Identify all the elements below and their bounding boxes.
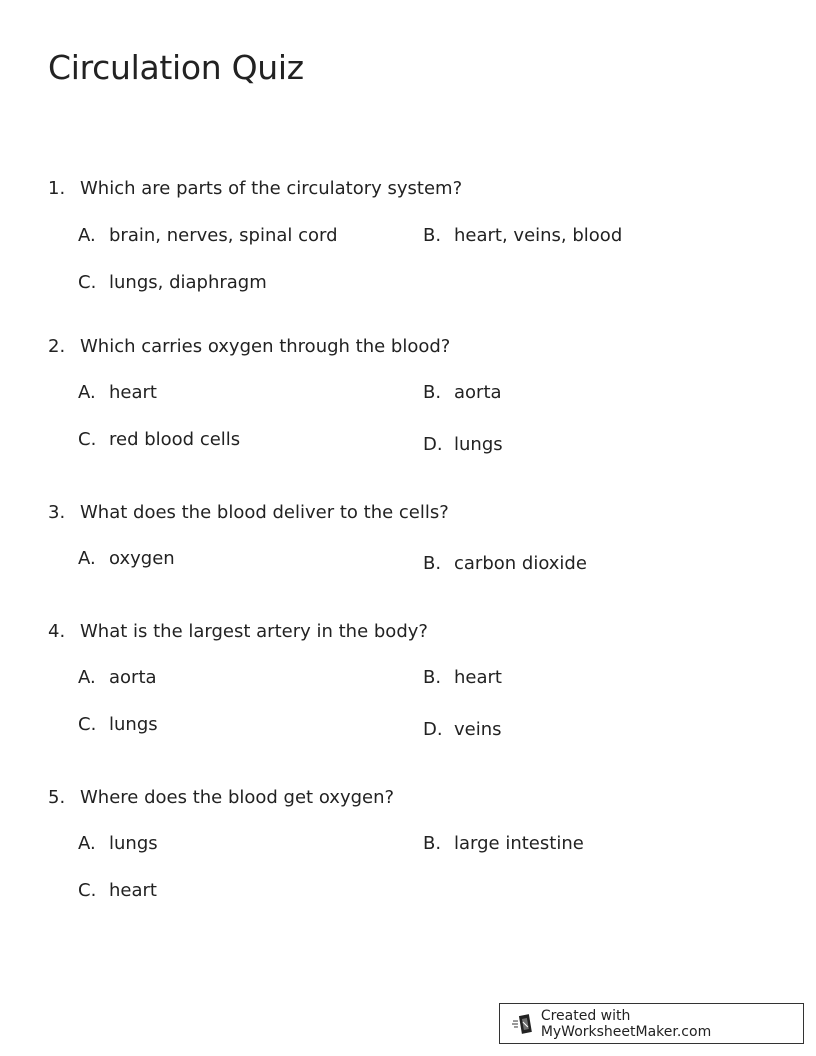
option-text: heart bbox=[109, 382, 157, 403]
question-number: 2. bbox=[48, 336, 66, 357]
question-prompt bbox=[48, 620, 768, 644]
option-letter: D. bbox=[423, 434, 443, 455]
question-prompt bbox=[48, 335, 768, 359]
question-number: 3. bbox=[48, 502, 66, 523]
question-1 bbox=[48, 177, 768, 293]
option-text: heart, veins, blood bbox=[454, 225, 623, 246]
footer-credit-text: Created with MyWorksheetMaker.com bbox=[540, 1007, 712, 1040]
option-letter: C. bbox=[78, 272, 97, 293]
option-text: lungs bbox=[109, 714, 158, 735]
option-letter: C. bbox=[78, 429, 97, 450]
option-letter: A. bbox=[78, 667, 96, 688]
option-letter: C. bbox=[78, 880, 97, 901]
option-text: lungs, diaphragm bbox=[109, 272, 267, 293]
option-text: carbon dioxide bbox=[454, 553, 587, 574]
option-letter: C. bbox=[78, 714, 97, 735]
option-text: brain, nerves, spinal cord bbox=[109, 225, 338, 246]
question-2 bbox=[48, 335, 768, 455]
question-text: What is the largest artery in the body? bbox=[80, 621, 428, 642]
option-letter: A. bbox=[78, 382, 96, 403]
option-text: aorta bbox=[454, 382, 502, 403]
worksheet-logo-icon bbox=[512, 1013, 534, 1035]
option-letter: B. bbox=[423, 382, 442, 403]
option-letter: A. bbox=[78, 225, 96, 246]
option-letter: A. bbox=[78, 548, 96, 569]
question-text: Which are parts of the circulatory system? bbox=[80, 178, 463, 199]
option-letter: D. bbox=[423, 719, 443, 740]
option-letter: B. bbox=[423, 833, 442, 854]
option-text: lungs bbox=[109, 833, 158, 854]
option-text: lungs bbox=[454, 434, 503, 455]
question-text: Which carries oxygen through the blood? bbox=[80, 336, 451, 357]
option-text: heart bbox=[454, 667, 502, 688]
option-letter: B. bbox=[423, 667, 442, 688]
question-text: What does the blood deliver to the cells? bbox=[80, 502, 449, 523]
question-prompt bbox=[48, 177, 768, 201]
option-letter: B. bbox=[423, 553, 442, 574]
question-number: 4. bbox=[48, 621, 66, 642]
option-text: oxygen bbox=[109, 548, 175, 569]
question-number: 5. bbox=[48, 787, 66, 808]
option-letter: B. bbox=[423, 225, 442, 246]
footer-credit-badge[interactable] bbox=[499, 1003, 804, 1044]
option-text: heart bbox=[109, 880, 157, 901]
question-prompt bbox=[48, 501, 768, 525]
option-letter: A. bbox=[78, 833, 96, 854]
question-number: 1. bbox=[48, 178, 66, 199]
page-title: Circulation Quiz bbox=[48, 48, 304, 87]
option-text: red blood cells bbox=[109, 429, 241, 450]
question-prompt bbox=[48, 786, 768, 810]
question-4 bbox=[48, 620, 768, 740]
question-5 bbox=[48, 786, 768, 901]
option-text: aorta bbox=[109, 667, 157, 688]
question-text: Where does the blood get oxygen? bbox=[80, 787, 395, 808]
option-text: veins bbox=[454, 719, 502, 740]
question-3 bbox=[48, 501, 768, 574]
option-text: large intestine bbox=[454, 833, 584, 854]
